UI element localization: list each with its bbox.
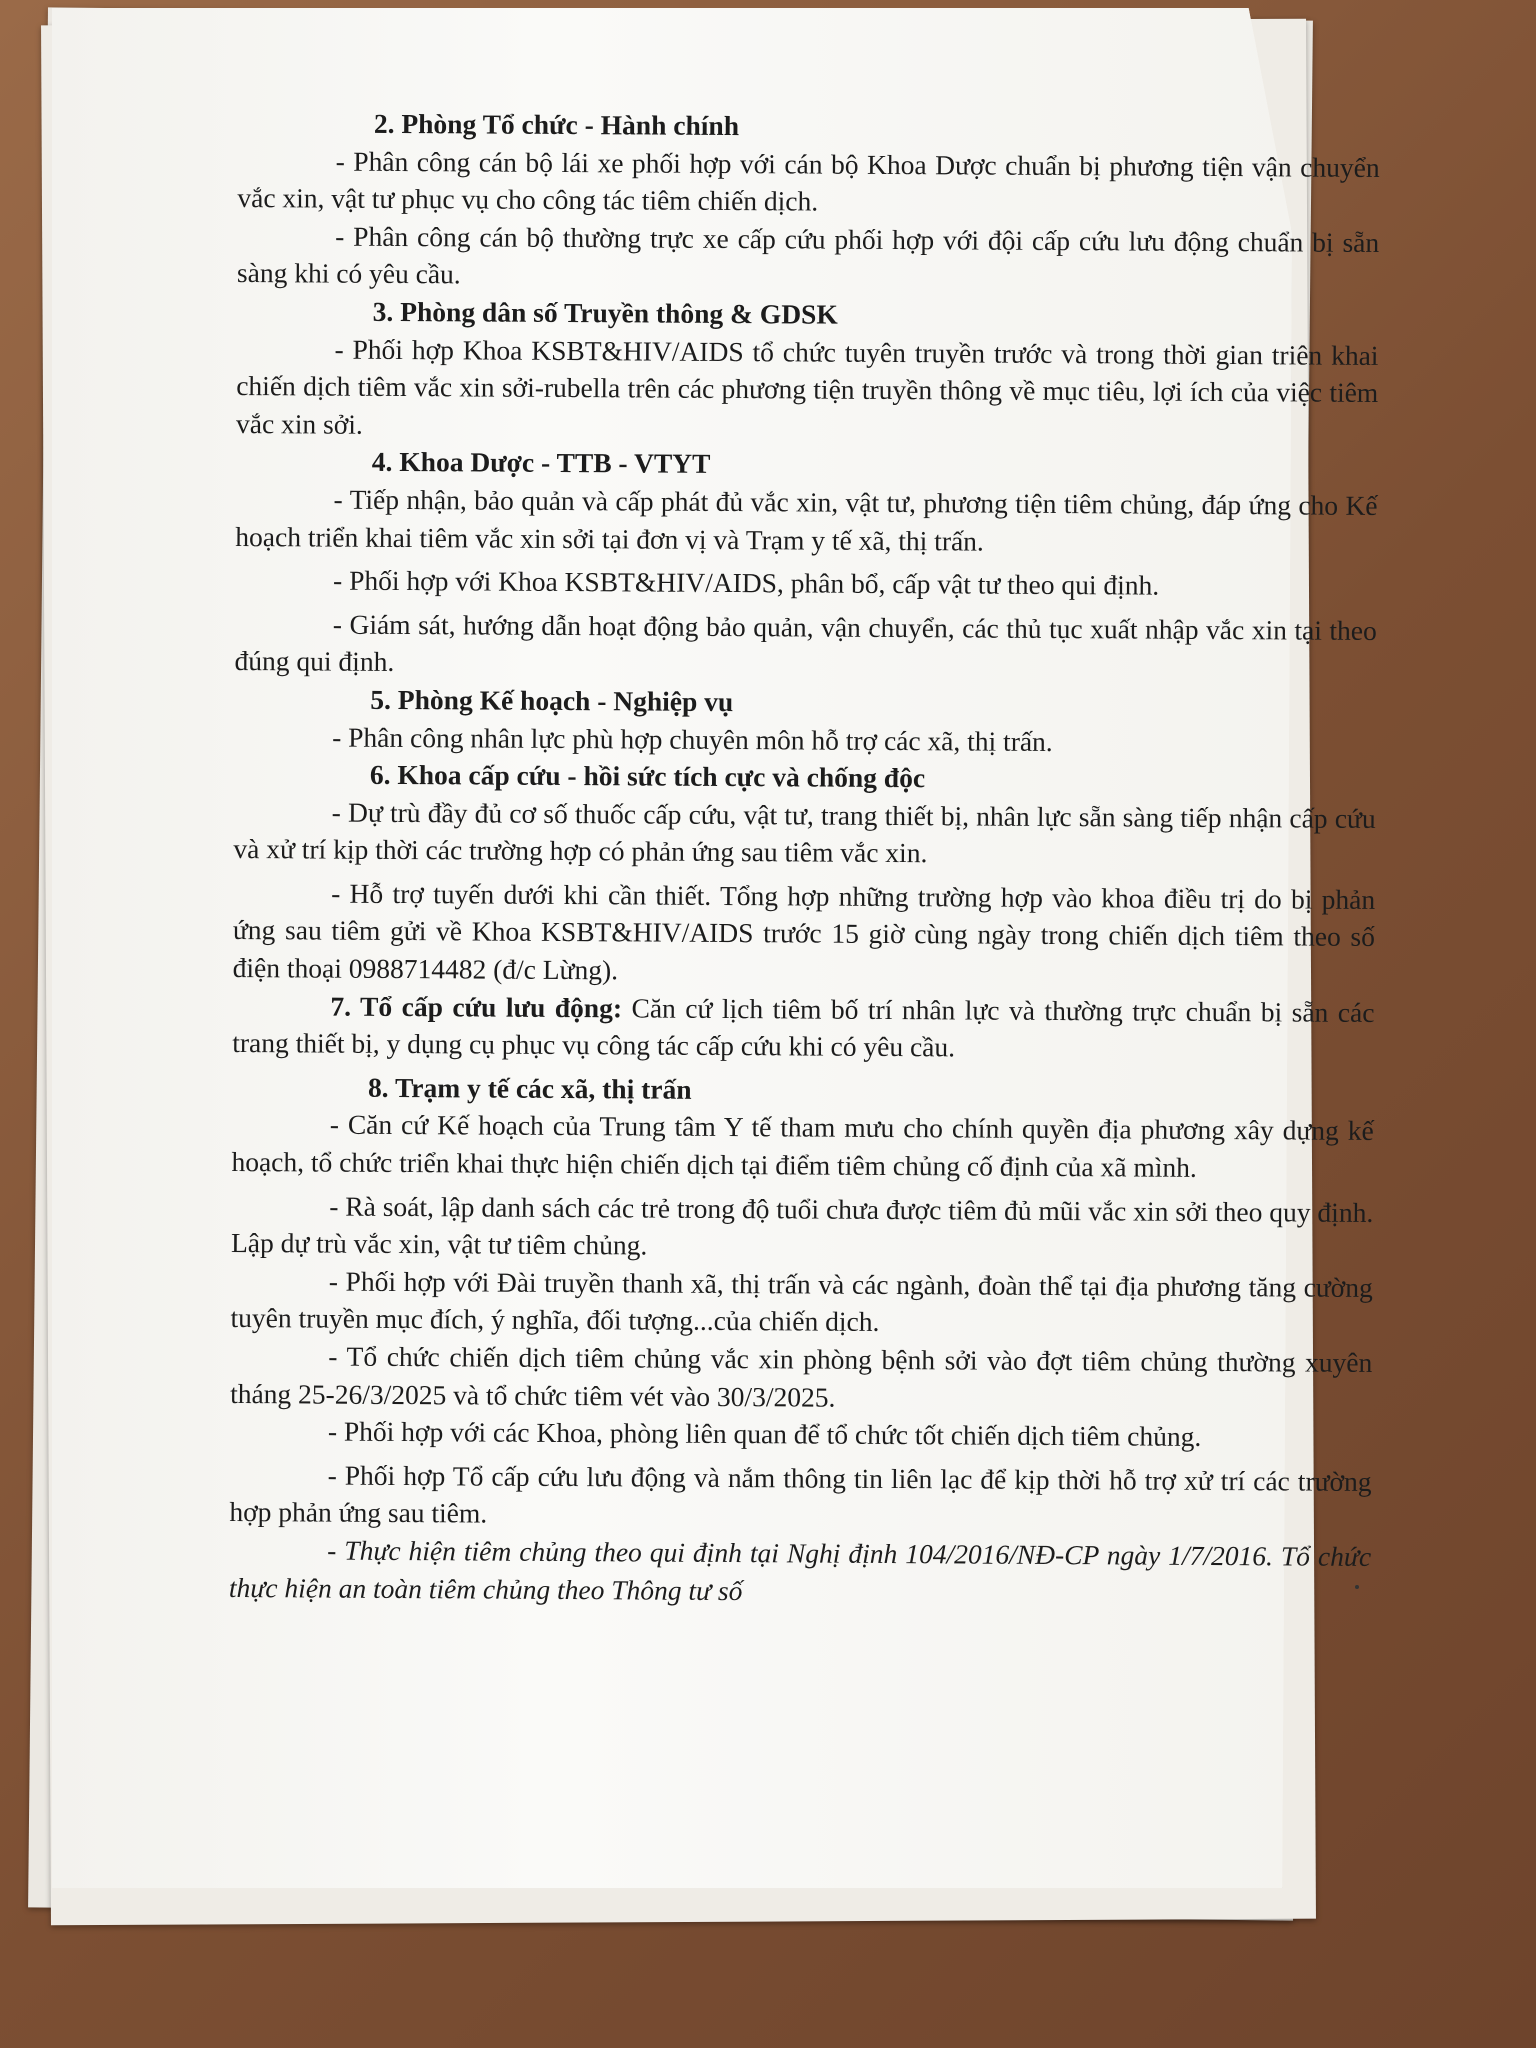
paragraph: - Phân công cán bộ thường trực xe cấp cứu phối hợp với đội cấp cứu lưu động chuẩn bị sẵn sàng khi có yêu cầu. [236,220,1380,290]
section-text: Căn cứ lịch tiêm bố trí nhân lực và thường trực chuẩn bị sẵn các trang thiết bị, y dụng cụ phục vụ công tác cấp cứu khi có yêu cầu. [232,992,1375,1063]
document-body [229,104,1380,1613]
section-title: 2. Phòng Tổ chức - Hành chính [373,107,740,142]
section-title: 3. Phòng dân số Truyền thông & GDSK [372,295,838,330]
paragraph: - Tiếp nhận, bảo quản và cấp phát đủ vắc xin, vật tư, phương tiện tiêm chủng, đáp ứng cho Kế hoạch triển khai tiêm vắc xin sởi tại đơn vị và Trạm y tế xã, thị trấn. [235,483,1378,557]
section-7-paragraph [232,987,1374,1069]
paragraph: - Phối hợp với Khoa KSBT&HIV/AIDS, phân bổ, cấp vật tư theo qui định. [332,564,1160,601]
section-title: 7. Tổ cấp cứu lưu động: [330,990,623,1024]
paragraph: - Phân công cán bộ lái xe phối hợp với cán bộ Khoa Dược chuẩn bị phương tiện vận chuyển vắc xin, vật tư phục vụ cho công tác tiêm chiến dịch. [237,145,1380,217]
section-title: 5. Phòng Kế hoạch - Nghiệp vụ [370,683,734,717]
paragraph: - Phối hợp Khoa KSBT&HIV/AIDS tổ chức tuyên truyền trước và trong thời gian triên khai chiến dịch tiêm vắc xin sởi-rubella trên các phương tiện truyền thông về mục tiêu, lợi ích của việc tiêm vắc xin sởi. [235,333,1379,440]
paragraph: - Hỗ trợ tuyến dưới khi cần thiết. Tổng hợp những trường hợp vào khoa điều trị do bị phản ứng sau tiêm gửi về Khoa KSBT&HIV/AIDS trước 15 giờ cùng ngày trong chiến dịch tiêm theo số điện thoại 0988714482 (đ/c Lừng). [232,877,1376,986]
paragraph: - Thực hiện tiêm chủng theo qui định tại Nghị định 104/2016/NĐ-CP ngày 1/7/2016. Tổ chức thực hiện an toàn tiêm chủng theo Thông tư số [228,1534,1372,1606]
paragraph: - Phối hợp Tổ cấp cứu lưu động và nắm thông tin liên lạc để kịp thời hỗ trợ xử trí các trường hợp phản ứng sau tiêm. [229,1459,1372,1529]
ink-dot [1355,1585,1359,1589]
section-title: 4. Khoa Dược - TTB - VTYT [371,446,711,480]
section-title: 6. Khoa cấp cứu - hồi sức tích cực và chống độc [369,758,926,794]
paragraph: - Dự trù đầy đủ cơ số thuốc cấp cứu, vật tư, trang thiết bị, nhân lực sẵn sàng tiếp nhận cấp cứu và xử trí kịp thời các trường hợp có phản ứng sau tiêm vắc xin. [233,796,1376,869]
paragraph: - Giám sát, hướng dẫn hoạt động bảo quản, vận chuyển, các thủ tục xuất nhập vắc xin tại theo đúng qui định. [234,608,1377,678]
paragraph: - Căn cứ Kế hoạch của Trung tâm Y tế tham mưu cho chính quyền địa phương xây dựng kế hoạch, tổ chức triển khai thực hiện chiến dịch tại điểm tiêm chủng cố định của xã mình. [231,1109,1374,1183]
paragraph: - Rà soát, lập danh sách các trẻ trong độ tuổi chưa được tiêm đủ mũi vắc xin sởi theo quy định. Lập dự trù vắc xin, vật tư tiêm chủng. [230,1190,1374,1261]
paragraph: - Phối hợp với Đài truyền thanh xã, thị trấn và các ngành, đoàn thể tại địa phương tăng cường tuyên truyền mục đích, ý nghĩa, đối tượng...của chiến dịch. [230,1265,1373,1338]
paragraph: - Phối hợp với các Khoa, phòng liên quan để tổ chức tốt chiến dịch tiêm chủng. [327,1415,1202,1453]
paragraph: - Phân công nhân lực phù hợp chuyên môn hỗ trợ các xã, thị trấn. [332,721,1053,757]
section-title: 8. Trạm y tế các xã, thị trấn [367,1071,692,1105]
paragraph: - Tổ chức chiến dịch tiêm chủng vắc xin phòng bệnh sởi vào đợt tiêm chủng thường xuyên tháng 25-26/3/2025 và tổ chức tiêm vét vào 30/3/2025. [230,1340,1373,1413]
